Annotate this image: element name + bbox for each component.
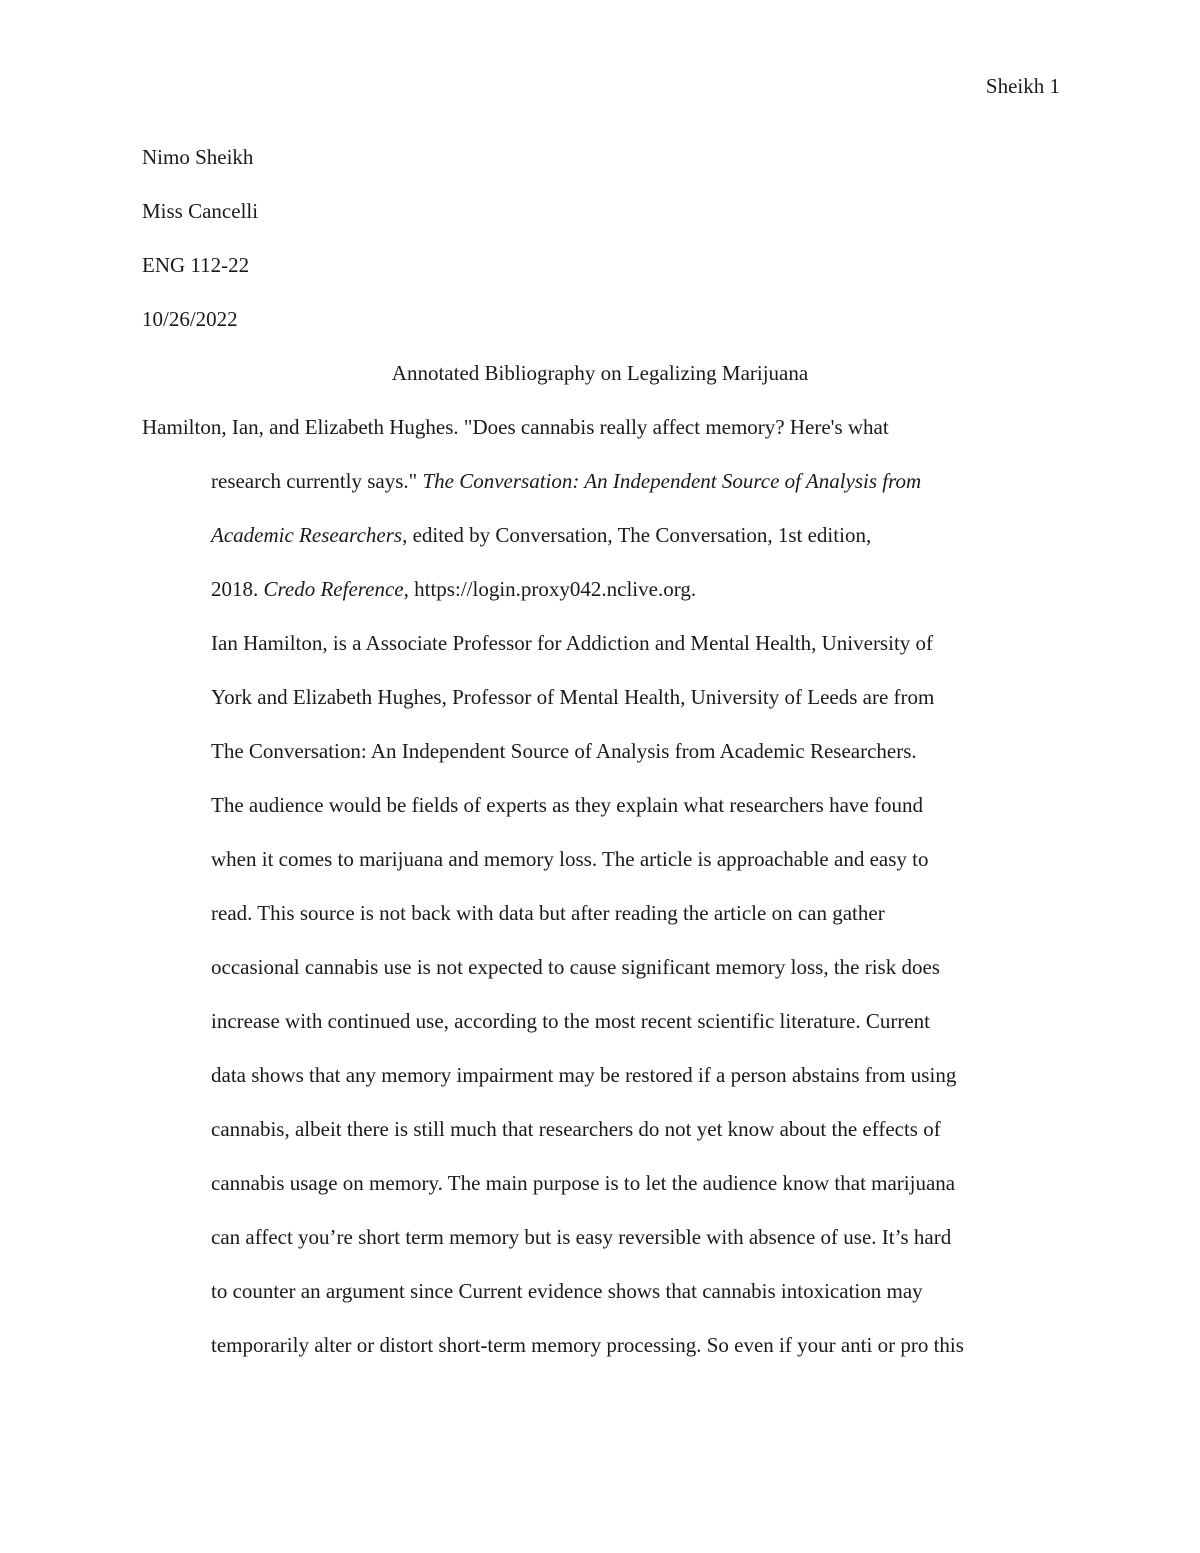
annotation-line: to counter an argument since Current evidence shows that cannabis intoxication may <box>211 1279 923 1303</box>
course-number: ENG 112-22 <box>142 253 250 277</box>
document-date: 10/26/2022 <box>142 307 238 331</box>
annotation-line: data shows that any memory impairment may be restored if a person abstains from using <box>211 1063 957 1087</box>
annotation-line: York and Elizabeth Hughes, Professor of Mental Health, University of Leeds are from <box>211 685 935 709</box>
citation-container-title-end: Academic Researchers <box>211 523 403 547</box>
annotation-line: The Conversation: An Independent Source of Analysis from Academic Researchers. <box>211 739 917 763</box>
annotation-line: cannabis usage on memory. The main purpose is to let the audience know that marijuana <box>211 1171 956 1195</box>
citation-year: 2018. <box>211 577 264 601</box>
annotation-line: can affect you’re short term memory but is easy reversible with absence of use. It’s hard <box>211 1225 952 1249</box>
annotation-line: temporarily alter or distort short-term memory processing. So even if your anti or pro this <box>211 1333 964 1357</box>
citation-article-title-end: research currently says." <box>211 469 423 493</box>
citation-url: , https://login.proxy042.nclive.org. <box>403 577 697 601</box>
citation-database: Credo Reference <box>263 577 404 601</box>
citation-publisher-info: , edited by Conversation, The Conversation, 1st edition, <box>402 523 872 547</box>
annotation-line: Ian Hamilton, is a Associate Professor for Addiction and Mental Health, University of <box>211 631 934 655</box>
annotation-line: The audience would be fields of experts as they explain what researchers have found <box>211 793 923 817</box>
annotation-line: increase with continued use, according to the most recent scientific literature. Current <box>211 1009 930 1033</box>
annotation-line: cannabis, albeit there is still much that researchers do not yet know about the effects of <box>211 1117 941 1141</box>
annotation-line: read. This source is not back with data but after reading the article on can gather <box>211 901 885 925</box>
citation-container-title: The Conversation: An Independent Source of Analysis from <box>422 469 922 493</box>
student-name: Nimo Sheikh <box>142 145 254 169</box>
citation-line-4 <box>211 577 696 602</box>
citation-line-1: Hamilton, Ian, and Elizabeth Hughes. "Does cannabis really affect memory? Here's what <box>142 415 889 439</box>
document-title: Annotated Bibliography on Legalizing Marijuana <box>391 361 809 385</box>
citation-line-3 <box>211 523 871 548</box>
annotation-line: occasional cannabis use is not expected to cause significant memory loss, the risk does <box>211 955 940 979</box>
citation-line-2 <box>211 469 921 494</box>
annotation-line: when it comes to marijuana and memory loss. The article is approachable and easy to <box>211 847 929 871</box>
instructor-name: Miss Cancelli <box>142 199 259 223</box>
running-head: Sheikh 1 <box>985 74 1060 98</box>
